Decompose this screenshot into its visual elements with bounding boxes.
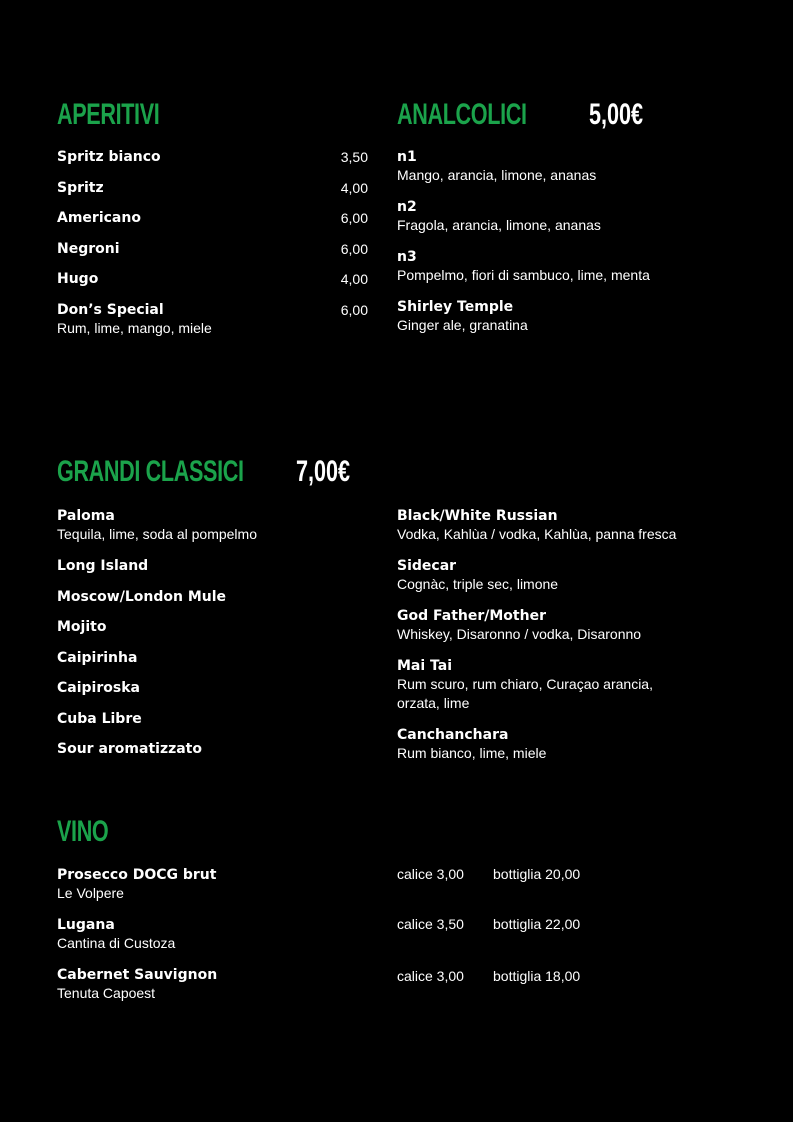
menu-item [57, 916, 657, 966]
menu-item [57, 179, 368, 210]
item-description: Rum bianco, lime, miele [397, 745, 547, 761]
item-description: Vodka, Kahlùa / vodka, Kahlùa, panna fresca [397, 526, 677, 542]
glass-price: calice 3,00 [397, 866, 464, 882]
item-name: Cabernet Sauvignon [57, 967, 218, 983]
item-name: Spritz bianco [57, 149, 161, 165]
menu-item [57, 710, 257, 741]
item-description: Cognàc, triple sec, limone [397, 576, 559, 592]
item-name: n2 [397, 199, 417, 215]
item-price: 6,00 [340, 210, 368, 226]
item-description: Pompelmo, fiori di sambuco, lime, menta [397, 267, 650, 283]
item-name: Sidecar [397, 558, 457, 574]
item-name: Americano [57, 210, 141, 226]
menu-item [397, 507, 676, 557]
item-description: Rum, lime, mango, miele [57, 319, 212, 336]
analcolici-list [397, 148, 650, 335]
menu-item [397, 657, 676, 726]
item-price: 6,00 [340, 301, 368, 318]
item-description: Mango, arancia, limone, ananas [397, 167, 597, 183]
item-name: Shirley Temple [397, 299, 514, 315]
item-name: God Father/Mother [397, 608, 546, 624]
menu-item [57, 301, 368, 338]
item-price: 4,00 [340, 179, 368, 196]
glass-price: calice 3,00 [397, 968, 464, 984]
bottle-price: bottiglia 22,00 [493, 916, 581, 932]
aperitivi-list [57, 148, 368, 338]
glass-price: calice 3,50 [397, 916, 464, 932]
classici-title: GRANDI CLASSICI [57, 455, 244, 488]
menu-item [57, 148, 368, 179]
classici-right-list [397, 507, 676, 763]
item-description: Rum scuro, rum chiaro, Curaçao arancia, [397, 676, 653, 692]
item-name: Spritz [57, 179, 104, 196]
menu-item [57, 209, 368, 240]
item-name: Negroni [57, 240, 120, 257]
item-name: Paloma [57, 508, 115, 524]
menu-item [57, 270, 368, 301]
item-name: Hugo [57, 271, 99, 287]
menu-item [397, 148, 650, 198]
bottle-price: bottiglia 20,00 [493, 866, 581, 882]
menu-item [57, 679, 257, 710]
item-name: Black/White Russian [397, 508, 558, 524]
item-description: Fragola, arancia, limone, ananas [397, 217, 601, 233]
item-name: Prosecco DOCG brut [57, 867, 217, 883]
item-description: Le Volpere [57, 885, 124, 901]
item-name: Lugana [57, 917, 115, 933]
analcolici-price: 5,00€ [589, 98, 644, 131]
menu-item [57, 507, 257, 557]
menu-item [397, 557, 676, 607]
bottle-price: bottiglia 18,00 [493, 968, 581, 984]
item-price: 6,00 [340, 240, 368, 257]
menu-item [397, 298, 650, 335]
item-name: Don’s Special [57, 301, 164, 318]
item-description: Tenuta Capoest [57, 985, 156, 1001]
item-name: Canchanchara [397, 727, 509, 743]
menu-item [57, 588, 257, 619]
analcolici-title: ANALCOLICI [397, 98, 527, 131]
aperitivi-title: APERITIVI [57, 98, 160, 131]
vino-title: VINO [57, 815, 109, 848]
item-price: 3,50 [340, 149, 368, 165]
item-description: Tequila, lime, soda al pompelmo [57, 526, 257, 542]
menu-item [397, 198, 650, 248]
vino-list [57, 866, 657, 1003]
menu-item [397, 607, 676, 657]
item-name: Cuba Libre [57, 710, 142, 727]
item-name: Mojito [57, 619, 107, 635]
item-name: Moscow/London Mule [57, 588, 227, 605]
menu-item [57, 740, 257, 758]
item-description: Whiskey, Disaronno / vodka, Disaronno [397, 626, 642, 642]
menu-item [57, 866, 657, 916]
classici-price: 7,00€ [296, 455, 351, 488]
item-name: Mai Tai [397, 658, 453, 674]
item-description: orzata, lime [397, 695, 470, 711]
menu-item [57, 966, 657, 1003]
menu-item [57, 240, 368, 271]
menu-item [57, 557, 257, 588]
item-description: Ginger ale, granatina [397, 317, 528, 333]
item-price: 4,00 [340, 271, 368, 287]
menu-item [57, 618, 257, 649]
item-name: Caipirinha [57, 649, 138, 666]
menu-item [397, 248, 650, 298]
item-name: n1 [397, 149, 417, 165]
item-description: Cantina di Custoza [57, 935, 176, 951]
item-name: n3 [397, 249, 417, 265]
item-name: Long Island [57, 558, 149, 574]
menu-item [57, 649, 257, 680]
item-name: Sour aromatizzato [57, 741, 202, 757]
classici-left-list [57, 507, 257, 758]
menu-item [397, 726, 676, 763]
item-name: Caipiroska [57, 680, 140, 696]
